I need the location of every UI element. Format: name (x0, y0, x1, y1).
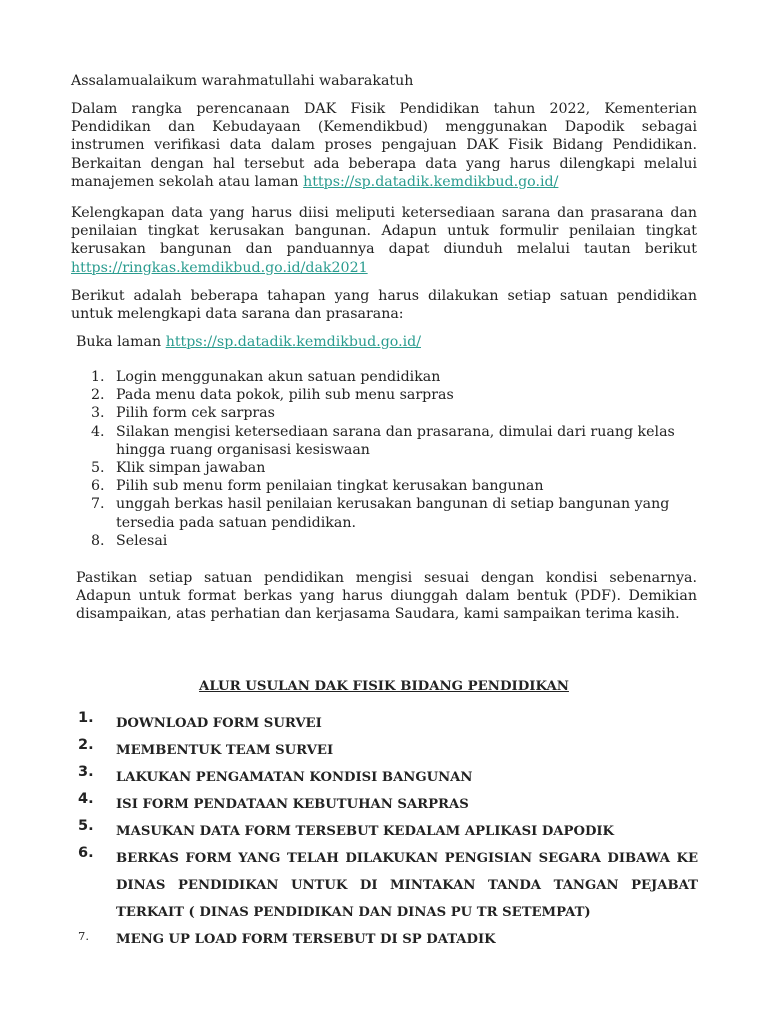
paragraph-intro (71, 100, 697, 191)
paragraph-intro-text: Dalam rangka perencanaan DAK Fisik Pendidikan tahun 2022, Kementerian Pendidikan dan Kebudayaan (Kemendikbud) menggunakan Dapodik sebagai instrumen verifikasi data dalam proses pengajuan DAK Fisik Bidang Pendidikan. Berkaitan dengan hal tersebut ada beberapa data yang harus dilengkapi melalui manajemen sekolah atau laman (71, 101, 697, 190)
step-number: 3. (91, 405, 105, 422)
step-text: unggah berkas hasil penilaian kerusakan bangunan di setiap bangunan yang tersedia pada satuan pendidikan. (116, 496, 670, 531)
step-number: 5. (91, 460, 105, 477)
paragraph-open-page (76, 333, 702, 351)
step-item (71, 423, 697, 459)
step-item (71, 532, 697, 550)
datadik-link-2[interactable]: https://sp.datadik.kemdikbud.go.id/ (165, 334, 421, 350)
paragraph-steps-intro: Berikut adalah beberapa tahapan yang harus dilakukan setiap satuan pendidikan untuk melengkapi data sarana dan prasarana: (71, 288, 697, 323)
step-item (71, 477, 697, 495)
step-item (71, 495, 697, 531)
step-item (71, 404, 697, 422)
paragraph-closing: Pastikan setiap satuan pendidikan mengisi sesuai dengan kondisi sebenarnya. Adapun untuk format berkas yang harus diunggah dalam bentuk (PDF). Demikian disampaikan, atas perhatian dan kerjasama Saudara, kami sampaikan terima kasih. (76, 570, 697, 623)
alur-item-text: MASUKAN DATA FORM TERSEBUT KEDALAM APLIKASI DAPODIK (116, 824, 615, 839)
ringkas-link[interactable]: https://ringkas.kemdikbud.go.id/dak2021 (71, 259, 368, 276)
step-item (71, 368, 697, 386)
alur-item-text: MENG UP LOAD FORM TERSEBUT DI SP DATADIK (116, 932, 496, 947)
step-text: Pada menu data pokok, pilih sub menu sarpras (116, 387, 454, 404)
open-page-text: Buka laman (76, 334, 166, 350)
alur-heading: ALUR USULAN DAK FISIK BIDANG PENDIDIKAN (199, 679, 569, 694)
step-item (71, 386, 697, 404)
alur-item-number: 4. (78, 791, 94, 807)
step-text: Klik simpan jawaban (116, 460, 266, 477)
alur-item-number: 2. (78, 737, 94, 753)
step-text: Login menggunakan akun satuan pendidikan (116, 369, 441, 385)
step-number: 4. (91, 423, 105, 440)
steps-list (71, 368, 697, 550)
alur-item-text: LAKUKAN PENGAMATAN KONDISI BANGUNAN (116, 770, 473, 785)
alur-item-number: 6. (78, 845, 94, 861)
paragraph-requirements-text: Kelengkapan data yang harus diisi meliputi ketersediaan sarana dan prasarana dan penilaian tingkat kerusakan bangunan. Adapun untuk formulir penilaian tingkat kerusakan bangunan dan panduannya dapat diunduh melalui tautan berikut (71, 205, 697, 258)
step-number: 8. (91, 532, 105, 549)
alur-item-text: DOWNLOAD FORM SURVEI (116, 716, 322, 731)
step-number: 6. (91, 478, 105, 495)
alur-item-text: BERKAS FORM YANG TELAH DILAKUKAN PENGISIAN SEGARA DIBAWA KE DINAS PENDIDIKAN UNTUK DI MINTAKAN TANDA TANGAN PEJABAT TERKAIT ( DINAS PENDIDIKAN DAN DINAS PU TR SETEMPAT) (116, 851, 698, 920)
greeting: Assalamualaikum warahmatullahi wabarakatuh (71, 73, 414, 89)
paragraph-requirements (71, 204, 697, 277)
alur-item-number: 3. (78, 764, 94, 780)
step-text: Selesai (116, 532, 168, 549)
step-number: 7. (91, 496, 105, 513)
step-text: Pilih form cek sarpras (116, 405, 275, 422)
step-text: Silakan mengisi ketersediaan sarana dan prasarana, dimulai dari ruang kelas hingga ruang organisasi kesiswaan (116, 423, 675, 458)
alur-item-number: 7. (78, 929, 89, 943)
alur-item-number: 1. (78, 710, 94, 726)
step-number: 1. (91, 369, 105, 385)
alur-item-number: 5. (78, 818, 94, 834)
step-text: Pilih sub menu form penilaian tingkat kerusakan bangunan (116, 478, 544, 495)
datadik-link[interactable]: https://sp.datadik.kemdikbud.go.id/ (303, 173, 559, 190)
step-number: 2. (91, 387, 105, 404)
alur-item-text: MEMBENTUK TEAM SURVEI (116, 743, 334, 758)
alur-item-text: ISI FORM PENDATAAN KEBUTUHAN SARPRAS (116, 797, 469, 812)
step-item (71, 459, 697, 477)
